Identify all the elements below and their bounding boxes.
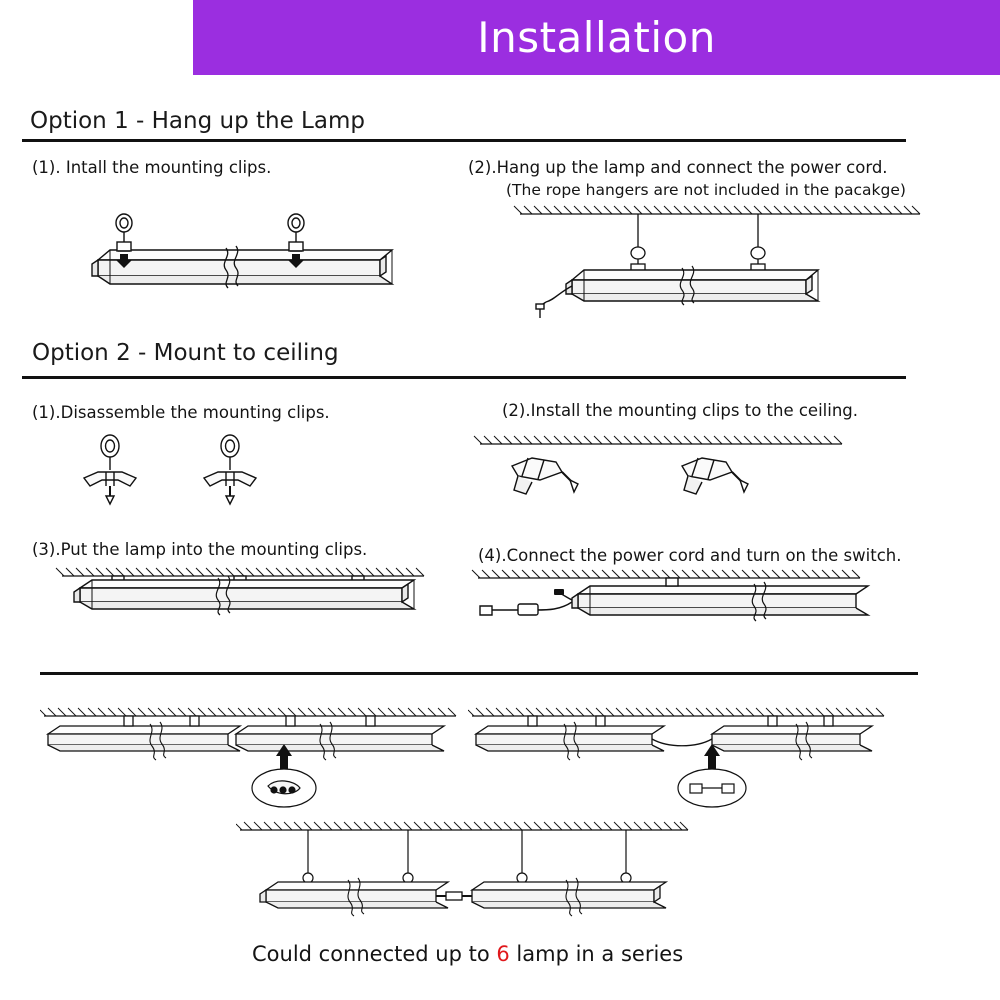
series-caption-after: lamp in a series <box>509 942 684 966</box>
figure-disassemble-clips <box>70 430 330 515</box>
figure-series-left <box>40 700 460 820</box>
page-title: Installation <box>477 13 716 62</box>
figure-series-bottom <box>236 818 696 928</box>
header-banner <box>193 0 1000 75</box>
figure-hang-lamp <box>500 200 940 325</box>
caption-option1-step2: (2).Hang up the lamp and connect the power cord. <box>468 158 888 177</box>
caption-option2-step3: (3).Put the lamp into the mounting clips. <box>32 540 368 559</box>
section-title-option-2: Option 2 - Mount to ceiling <box>32 340 339 366</box>
figure-series-right <box>468 700 888 820</box>
divider-option-2 <box>22 376 906 379</box>
series-caption <box>252 942 683 966</box>
figure-clips-to-ceiling <box>470 424 870 509</box>
caption-option1-step1: (1). Intall the mounting clips. <box>32 158 272 177</box>
figure-install-clips <box>40 196 400 306</box>
caption-option2-step1: (1).Disassemble the mounting clips. <box>32 403 330 422</box>
caption-option1-step2-note: (The rope hangers are not included in the pacakge) <box>506 181 906 199</box>
series-caption-before: Could connected up to <box>252 942 497 966</box>
divider-option-1 <box>22 139 906 142</box>
section-title-option-1: Option 1 - Hang up the Lamp <box>30 108 365 134</box>
caption-option2-step4: (4).Connect the power cord and turn on the switch. <box>478 546 902 565</box>
figure-lamp-into-clips <box>52 562 442 644</box>
divider-series <box>40 672 918 675</box>
figure-connect-power-switch <box>468 566 888 646</box>
caption-option2-step2: (2).Install the mounting clips to the ceiling. <box>502 401 859 420</box>
series-caption-count: 6 <box>496 942 510 966</box>
